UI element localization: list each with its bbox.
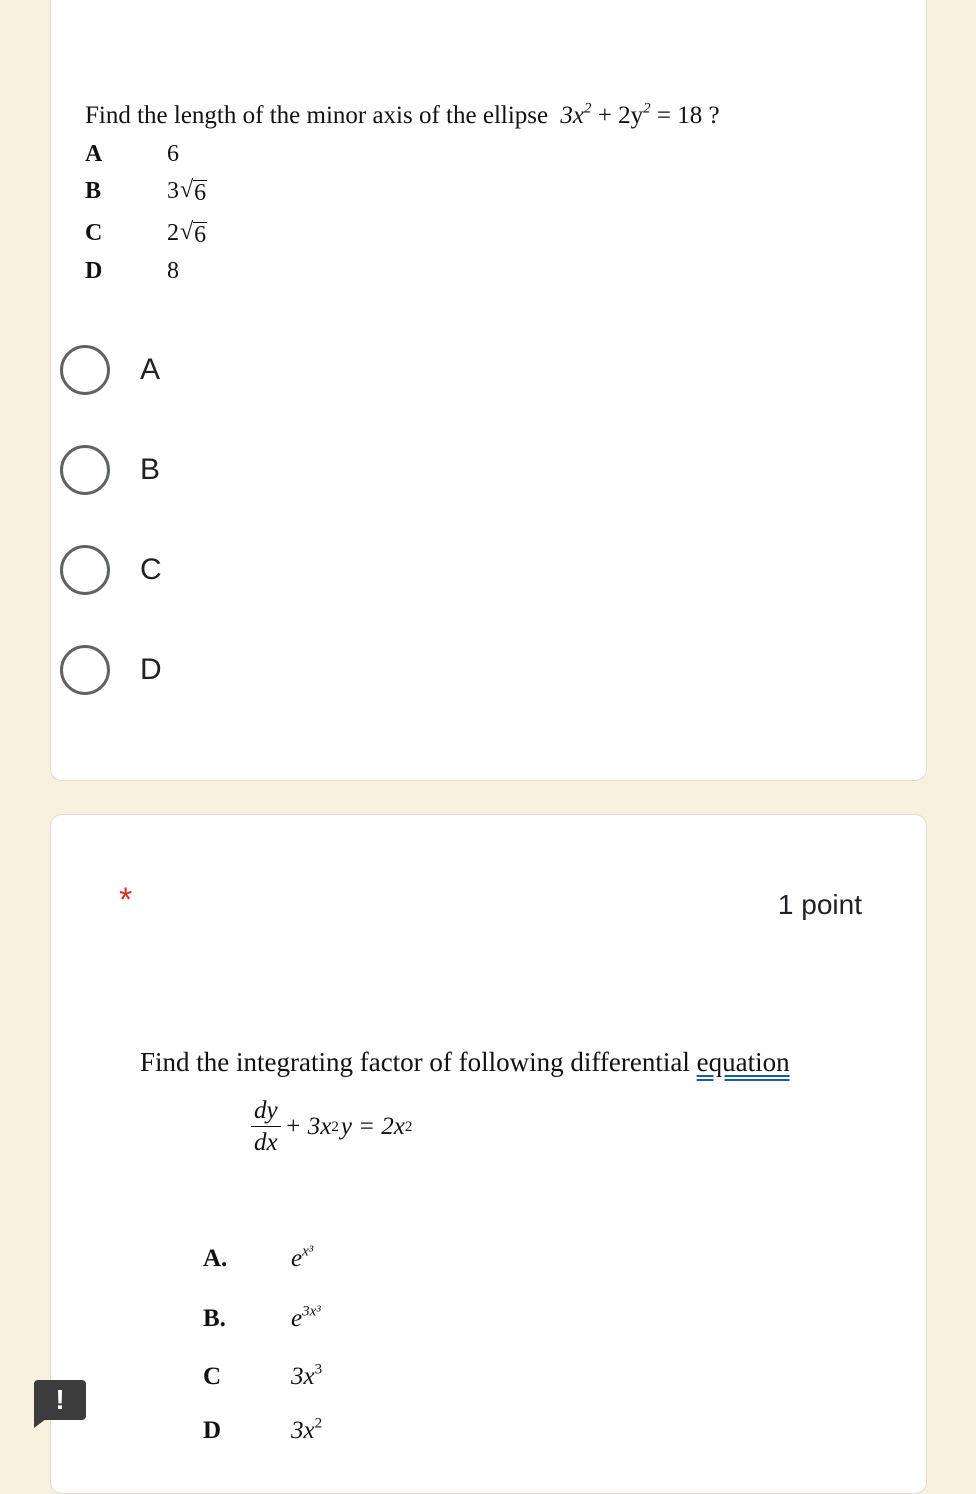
- sqrt-expression: 2 √ 6: [167, 219, 207, 248]
- option-2-c: C $3x^3$: [203, 1361, 323, 1390]
- radio-button-c[interactable]: [60, 545, 110, 595]
- question-1-text: Find the length of the minor axis of the ellipse $3x^2 + 2y^2 = 18$ ?: [85, 100, 720, 129]
- derivative-fraction: $\frac{dy}{dx}$: [251, 1097, 281, 1157]
- points-label: 1 point: [777, 889, 862, 920]
- sqrt-expression: 3 √ 6: [167, 177, 207, 206]
- radio-button-b[interactable]: [60, 445, 110, 495]
- radio-button-a[interactable]: [60, 345, 110, 395]
- option-2-d: D $3x^2$: [203, 1415, 323, 1444]
- ellipse-equation: $3x^2 + 2y^2 = 18$: [560, 100, 703, 129]
- exclamation-icon: !: [55, 1384, 65, 1415]
- question-2-text: Find the integrating factor of following differential equation: [140, 1047, 790, 1077]
- option-text-a: A 6: [85, 141, 179, 167]
- option-text-c: C 2 √ 6: [85, 219, 207, 248]
- spellcheck-underline-word: equation: [696, 1047, 790, 1077]
- report-problem-button[interactable]: [34, 1380, 86, 1420]
- option-text-b: B 3 √ 6: [85, 177, 207, 206]
- option-2-b: B. $e^{3x^3}$: [203, 1303, 321, 1332]
- choice-c[interactable]: C: [60, 545, 162, 595]
- differential-equation: $\frac{dy}{dx}$ + 3x 2 y = 2x 2: [251, 1097, 412, 1157]
- choice-b[interactable]: B: [60, 445, 160, 495]
- option-text-d: D 8: [85, 258, 179, 284]
- choice-a[interactable]: A: [60, 345, 160, 395]
- question-card-2: [50, 814, 927, 1494]
- required-asterisk: *: [119, 881, 133, 919]
- choice-d[interactable]: D: [60, 645, 162, 695]
- option-2-a: A. $e^{x^3}$: [203, 1243, 314, 1272]
- radio-button-d[interactable]: [60, 645, 110, 695]
